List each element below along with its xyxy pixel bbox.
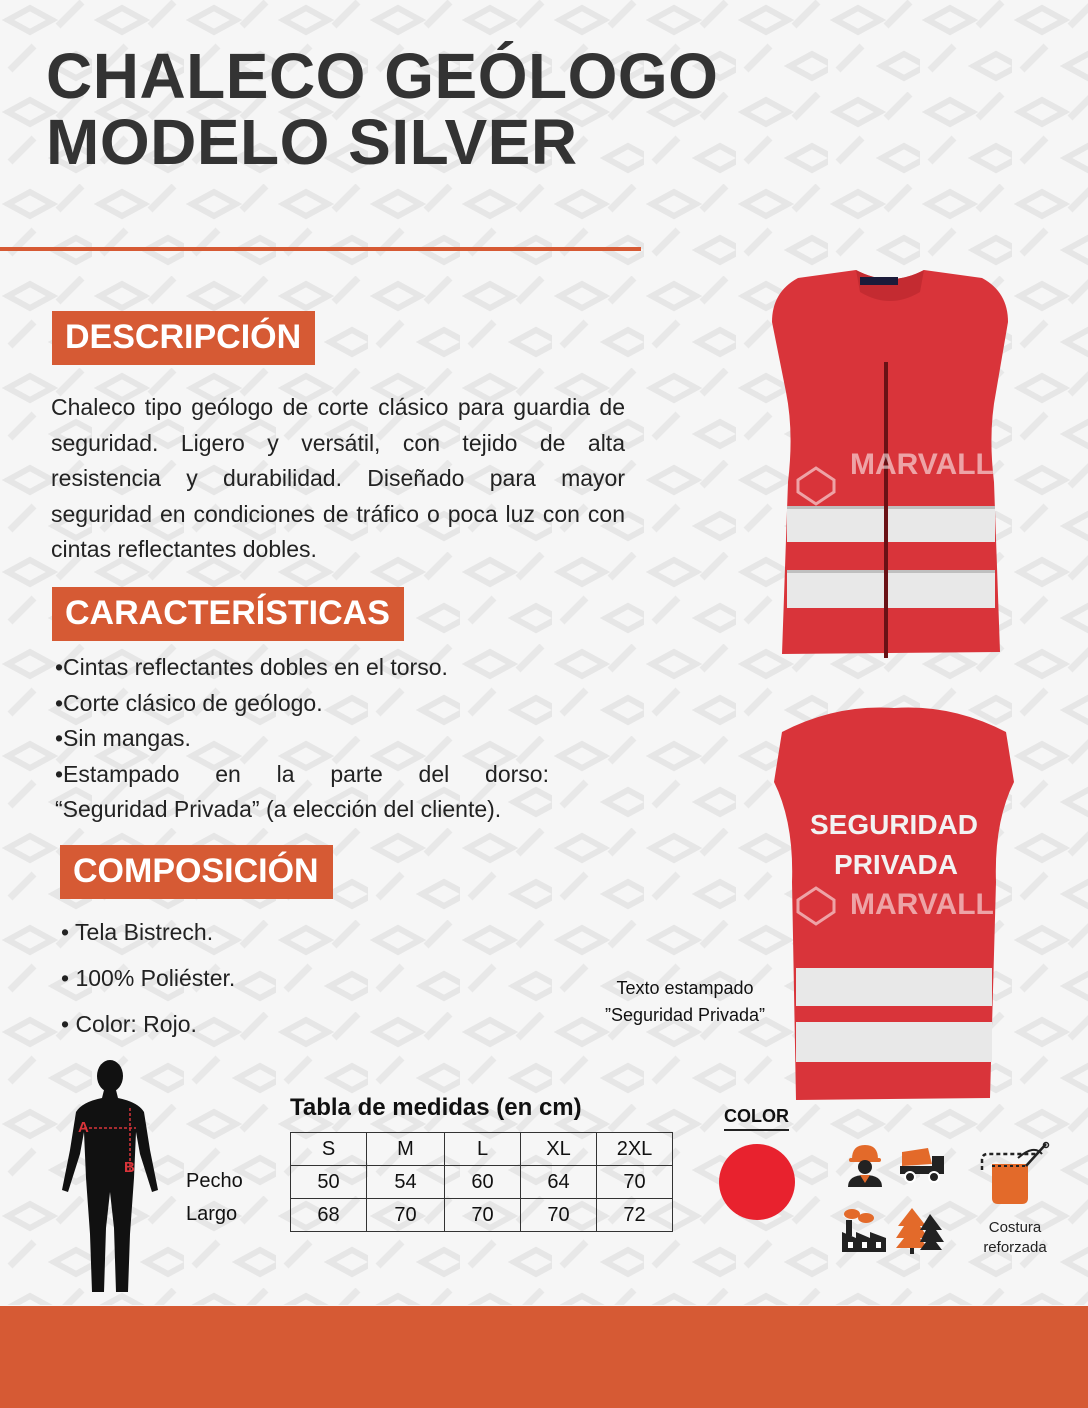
features-list bbox=[55, 650, 549, 828]
reinforced-seam-icon bbox=[978, 1140, 1054, 1214]
size-header: M bbox=[367, 1133, 445, 1166]
composition-item: • Tela Bistrech. bbox=[61, 919, 214, 945]
size-header-row bbox=[291, 1133, 673, 1166]
color-label: COLOR bbox=[724, 1106, 789, 1131]
table-cell: 72 bbox=[597, 1199, 673, 1232]
table-cell: 50 bbox=[291, 1166, 367, 1199]
composition-item: • 100% Poliéster. bbox=[61, 965, 236, 991]
size-header: 2XL bbox=[597, 1133, 673, 1166]
table-cell: 70 bbox=[445, 1199, 521, 1232]
reinforced-seam-label bbox=[968, 1218, 1062, 1258]
row-label-pecho: Pecho bbox=[186, 1170, 243, 1192]
composition-list bbox=[61, 916, 235, 1054]
size-header: XL bbox=[521, 1133, 597, 1166]
vest-front-image bbox=[760, 262, 1020, 672]
color-swatch bbox=[719, 1144, 795, 1220]
factory-icon bbox=[840, 1208, 888, 1254]
costura-line-1: Costura bbox=[988, 1219, 1042, 1236]
footer-bar bbox=[0, 1306, 1088, 1408]
caption-line-1: Texto estampado bbox=[616, 978, 754, 998]
composition-item: • Color: Rojo. bbox=[61, 1011, 197, 1037]
features-heading: CARACTERÍSTICAS bbox=[52, 587, 404, 641]
size-table bbox=[290, 1132, 673, 1232]
title-line-1: CHALECO GEÓLOGO bbox=[46, 40, 719, 112]
description-text: Chaleco tipo geólogo de corte clásico para guardia de seguridad. Ligero y versátil, con tejido de alta resistencia y durabilidad. Diseñado para mayor seguridad en condiciones de tráfico o poca luz con con cintas reflectantes dobles. bbox=[51, 394, 625, 562]
page-title bbox=[46, 40, 719, 178]
size-header: S bbox=[291, 1133, 367, 1166]
back-print-caption bbox=[590, 975, 780, 1029]
table-row bbox=[291, 1166, 673, 1199]
back-print-line2: PRIVADA bbox=[834, 849, 958, 880]
forest-icon bbox=[896, 1206, 946, 1254]
caption-line-2: ”Seguridad Privada” bbox=[604, 1005, 766, 1025]
truck-icon bbox=[898, 1144, 946, 1184]
table-cell: 70 bbox=[367, 1199, 445, 1232]
composition-heading: COMPOSICIÓN bbox=[60, 845, 333, 899]
table-cell: 70 bbox=[521, 1199, 597, 1232]
body-silhouette-icon bbox=[58, 1058, 162, 1298]
table-cell: 64 bbox=[521, 1166, 597, 1199]
size-header: L bbox=[445, 1133, 521, 1166]
costura-line-2: reforzada bbox=[983, 1239, 1047, 1256]
size-table-title: Tabla de medidas (en cm) bbox=[290, 1094, 582, 1121]
back-print-line1: SEGURIDAD bbox=[809, 809, 979, 840]
feature-item: “Seguridad Privada” (a elección del cliente). bbox=[55, 796, 502, 822]
marker-a: A bbox=[78, 1119, 89, 1136]
description-heading: DESCRIPCIÓN bbox=[52, 311, 315, 365]
table-cell: 60 bbox=[445, 1166, 521, 1199]
row-label-largo: Largo bbox=[186, 1203, 238, 1225]
worker-icon bbox=[842, 1141, 888, 1187]
title-divider bbox=[0, 247, 641, 251]
table-cell: 68 bbox=[291, 1199, 367, 1232]
table-cell: 70 bbox=[597, 1166, 673, 1199]
feature-item: •Cintas reflectantes dobles en el torso. bbox=[55, 654, 448, 680]
feature-item: •Sin mangas. bbox=[55, 725, 191, 751]
size-table-row-labels bbox=[186, 1165, 243, 1231]
table-cell: 54 bbox=[367, 1166, 445, 1199]
watermark-text: MARVALL bbox=[850, 448, 994, 481]
watermark-text: MARVALL bbox=[850, 888, 994, 921]
marker-b: B bbox=[124, 1159, 135, 1176]
feature-item: •Corte clásico de geólogo. bbox=[55, 689, 323, 716]
table-row bbox=[291, 1199, 673, 1232]
title-line-2: MODELO SILVER bbox=[46, 106, 578, 178]
vest-back-image bbox=[766, 702, 1022, 1108]
feature-item: •Estampado en la parte del dorso: bbox=[55, 760, 549, 787]
